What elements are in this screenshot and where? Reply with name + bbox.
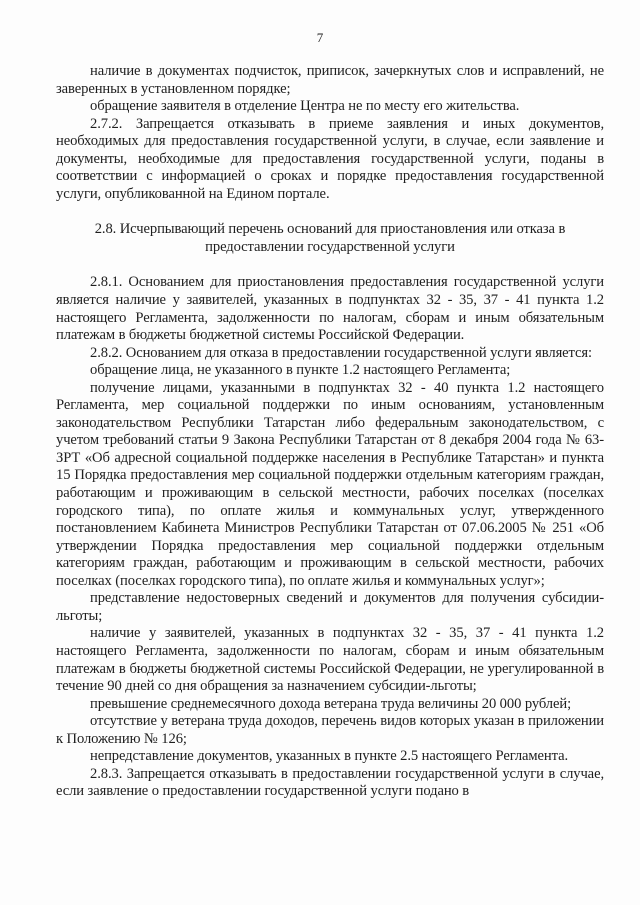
paragraph-2-7-2: 2.7.2. Запрещается отказывать в приеме заявления и иных документов, необходимых для предоставления государственной услуги, в случае, если заявление и документы, необходимые для предоставления государственной услуги, поданы в соответствии с информацией о сроках и порядке предоставления государственной услуги, опубликованной на Едином портале.: [56, 115, 604, 202]
paragraph-income-limit: превышение среднемесячного дохода ветерана труда величины 20 000 рублей;: [90, 695, 572, 712]
paragraph-missing-documents: непредставление документов, указанных в пункте 2.5 настоящего Регламента.: [90, 748, 568, 765]
paragraph-2-8-3: 2.8.3. Запрещается отказывать в предоставлении государственной услуги в случае, если заявление о предоставлении государственной услуги подано в: [56, 765, 604, 800]
paragraph-2-8-1: 2.8.1. Основанием для приостановления предоставления государственной услуги является наличие у заявителей, указанных в подпунктах 32 - 35, 37 - 41 пункта 1.2 настоящего Регламента, задолженности по налогам, сборам и иным обязательным платежам в бюджеты бюджетной системы Российской Федерации.: [56, 274, 604, 344]
paragraph-other-support: получение лицами, указанными в подпунктах 32 - 40 пункта 1.2 настоящего Регламента, мер социальной поддержки по иным основаниям, установленным законодательством Республики Татарстан либо федеральным законодательством, с учетом требований статьи 9 Закона Республики Татарстан от 8 декабря 2004 года № 63-ЗРТ «Об адресной социальной поддержке населения в Республике Татарстан» и пункта 15 Порядка предоставления мер социальной поддержки отдельным категориям граждан, работающим и проживающим в сельской местности, рабочих поселках (поселках городского типа), по оплате жилья и коммунальных услуг, утвержденного постановлением Кабинета Министров Республики Татарстан от 07.06.2005 № 251 «Об утверждении Порядка предоставления мер социальной поддержки отдельным категориям граждан, работающим и проживающим в сельской местности, рабочих поселках (поселках городского типа), по оплате жилья и коммунальных услуг»;: [56, 379, 604, 589]
document-body: [56, 63, 604, 801]
paragraph-wrong-office: обращение заявителя в отделение Центра не по месту его жительства.: [90, 98, 520, 115]
paragraph-2-8-2: 2.8.2. Основанием для отказа в предоставлении государственной услуги является:: [90, 344, 592, 361]
paragraph-tax-debt: наличие у заявителей, указанных в подпунктах 32 - 35, 37 - 41 пункта 1.2 настоящего Регламента, задолженности по налогам, сборам и иным обязательным платежам в бюджеты бюджетной системы Российской Федерации, не урегулированной в течение 90 дней со дня обращения за назначением субсидии-льготы;: [56, 625, 604, 695]
paragraph-no-income: отсутствие у ветерана труда доходов, перечень видов которых указан в приложении к Положению № 126;: [56, 713, 604, 747]
page-number: 7: [316, 30, 324, 45]
paragraph-not-listed-person: обращение лица, не указанного в пункте 1.2 настоящего Регламента;: [90, 362, 511, 379]
paragraph-false-info: представление недостоверных сведений и документов для получения субсидии-льготы;: [56, 590, 604, 624]
paragraph-corrections: наличие в документах подчисток, приписок, зачеркнутых слов и исправлений, не заверенных в установленном порядке;: [56, 63, 604, 97]
section-heading-2-8: 2.8. Исчерпывающий перечень оснований для приостановления или отказа в предоставлении государственной услуги: [94, 221, 566, 255]
